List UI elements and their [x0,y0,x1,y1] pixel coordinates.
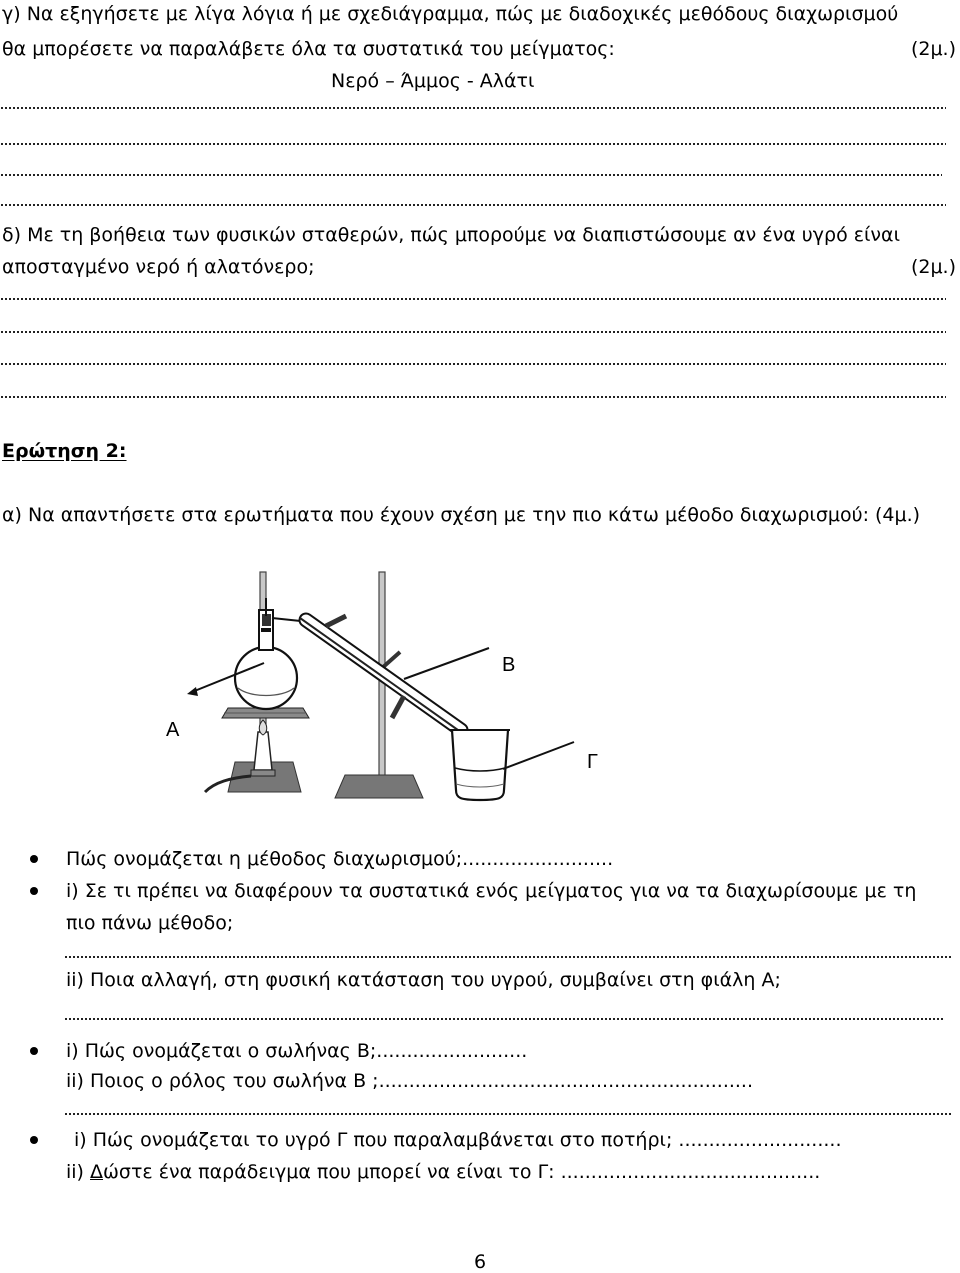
question-delta-line2: αποσταγμένο νερό ή αλατόνερο; [2,256,315,278]
page-number: 6 [473,1251,487,1273]
label-a: Α [166,719,180,741]
question-gamma-line1: γ) Να εξηγήσετε με λίγα λόγια ή με σχεδιάγραμμα, πώς με διαδοχικές μεθόδους διαχωρισμού [2,3,899,25]
question-gamma-marks: (2μ.) [910,38,956,60]
bullet-4-ii-first-letter: Δ [90,1161,104,1183]
question2-intro: α) Να απαντήσετε στα ερωτήματα που έχουν σχέση με την πιο κάτω μέθοδο διαχωρισμού: (4μ.) [2,504,921,526]
bullet-1-text: Πώς ονομάζεται η μέθοδος διαχωρισμού;......................... [66,848,614,870]
answer-line[interactable] [0,173,942,177]
distillation-apparatus-figure [0,560,960,850]
bullet-3-i-text: i) Πώς ονομάζεται ο σωλήνας Β;......................... [66,1040,528,1062]
answer-line[interactable] [64,1112,953,1116]
answer-line[interactable] [0,362,946,366]
bullet-3-ii-text: ii) Ποιος ο ρόλος του σωλήνα Β ;.............................................................. [66,1070,754,1092]
mixture-label: Νερό – Άμμος - Αλάτι [331,70,535,92]
label-b: Β [502,654,516,676]
question-gamma-line2: θα μπορέσετε να παραλάβετε όλα τα συστατικά του μείγματος: [2,38,615,60]
flask-a [235,598,297,709]
answer-line[interactable] [0,395,946,399]
bullet-3 [30,1047,38,1055]
answer-line[interactable] [0,106,946,110]
answer-line[interactable] [0,142,946,146]
beaker [450,730,510,800]
answer-line[interactable] [64,955,953,959]
bullet-2 [30,887,38,895]
label-g: Γ [587,751,599,773]
answer-line[interactable] [0,330,946,334]
bullet-1 [30,855,38,863]
bullet-4-ii-text [66,1160,820,1184]
question2-heading: Ερώτηση 2: [2,440,127,462]
bullet-2-ii-text: ii) Ποια αλλαγή, στη φυσική κατάσταση του υγρού, συμβαίνει στη φιάλη Α; [66,969,781,991]
bullet-2-i-continuation: πιο πάνω μέθοδο; [66,912,234,934]
answer-line[interactable] [64,1017,943,1021]
pointer-arrowhead-a [187,687,198,696]
bullet-4 [30,1136,38,1144]
answer-line[interactable] [0,203,946,207]
answer-line[interactable] [0,297,946,301]
bullet-2-i-text: i) Σε τι πρέπει να διαφέρουν τα συστατικά ενός μείγματος για να τα διαχωρίσουμε με τη [66,880,917,902]
question-delta-marks: (2μ.) [910,256,956,278]
pointer-line-g [503,742,574,769]
question-delta-line1: δ) Με τη βοήθεια των φυσικών σταθερών, πώς μπορούμε να διαπιστώσουμε αν ένα υγρό είναι [2,224,901,246]
bullet-4-i-text: i) Πώς ονομάζεται το υγρό Γ που παραλαμβάνεται στο ποτήρι; ........................... [74,1129,842,1151]
bullet-4-ii-rest: ώστε ένα παράδειγμα που μπορεί να είναι το Γ: ........................................... [103,1161,821,1183]
pointer-line-b [404,648,489,679]
bullet-4-ii-prefix: ii) [66,1161,91,1183]
condenser-b [300,616,472,740]
